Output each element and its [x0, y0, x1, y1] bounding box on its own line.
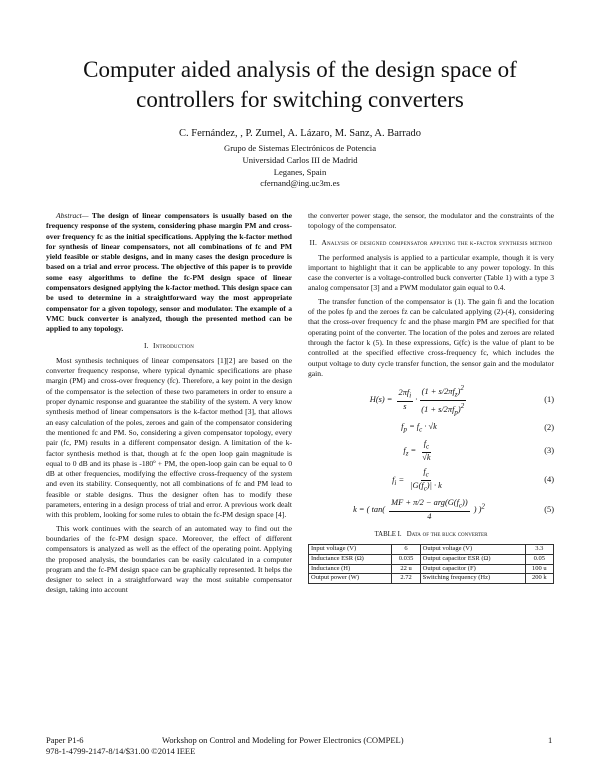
footer-venue: Workshop on Control and Modeling for Power Electronics (COMPEL) [162, 735, 404, 745]
equation-number: (2) [544, 423, 554, 433]
table-title: Data of the buck converter [406, 531, 488, 539]
section-heading-analysis [308, 238, 554, 248]
equation-4 [308, 467, 554, 494]
analysis-paragraph-1: The performed analysis is applied to a particular example, though it is very important to highlight that it can be applicable to any power topology. In this case the converter is a voltage-controlled buck converter (Table 1) with a type 3 analog compensator [3] and a PWM modulator gain equal to 0.4. [308, 252, 554, 293]
affiliation-email: cfernand@ing.uc3m.es [260, 178, 340, 189]
equation-number: (4) [544, 475, 554, 485]
affiliation-group: Grupo de Sistemas Electrónicos de Potencia [223, 143, 377, 153]
table-cell-value: 200 k [525, 574, 553, 584]
abstract [46, 211, 292, 335]
equation-body: $f_z$ = $\frac{f_c}{√k}$ [403, 438, 431, 462]
intro-paragraph-1: Most synthesis techniques of linear compensators [1][2] are based on the converter frequency response, where typical dynamic specifications are phase margin (PM) and cross-over frequency (fc). Therefore, a key point in the design of the compensator is the selection of these two parameters in order to ensure a proper dynamic response and guarantee the stability of the system. A very know synthesis method of linear compensators is the k-factor method [3], that allows an easy calculation of the poles, zeroes and gain of the compensator considering the mentioned fc and PM. So, considering a given compensator topology, every pair (fc, PM) results in a different compensator design. A limitation of the k-factor synthesis method is that, though at fc the open loop gain magnitude is equal to 0 dB and its phase is -180º + PM, the open-loop gain can be equal to 0 dB at other frequencies, modifying the effective cross-frequency of the system and even its stability. Consequently, not all combinations of fc and PM lead to feasible or stable designs. Thus the designer often has to modify these parameters, entering in a design process of trial and error. A previous work dealt with this problem, looking for some rules to obtain the fc-PM design space [4]. [46, 355, 292, 520]
author-list: C. Fernández, , P. Zumel, A. Lázaro, M. Sanz, A. Barrado [178, 128, 422, 139]
table-cell-value: 2.72 [392, 574, 420, 584]
right-column [308, 211, 554, 584]
section-title: Introduction [152, 340, 195, 350]
equation-body: k = ( tan( $\frac{MF + \pi/2 - arg(G(f_c))}{4}$ ) )$^2$ [353, 497, 485, 521]
table-cell-value: 0.05 [525, 555, 553, 565]
table-cell-value: 6 [392, 545, 420, 555]
paper-title: Computer aided analysis of the design space of controllers for switching converters [83, 57, 517, 112]
affiliation-university: Universidad Carlos III de Madrid [242, 154, 358, 165]
table-cell-label: Output power (W) [309, 574, 392, 584]
table-cell-label: Output capacitor ESR (Ω) [420, 555, 525, 565]
paper-id: Paper P1-6 [46, 735, 84, 745]
table-cell-value: 22 u [392, 564, 420, 574]
affiliation-location: Leganes, Spain [273, 166, 327, 177]
continued-paragraph: the converter power stage, the sensor, the modulator and the constraints of the topology of the compensator. [308, 211, 554, 231]
table-row [309, 555, 554, 565]
table-cell-value: 100 u [525, 564, 553, 574]
equation-3 [308, 439, 554, 463]
table-row [309, 574, 554, 584]
table-cell-label: Input voltage (V) [309, 545, 392, 555]
table-number: TABLE I. [374, 531, 402, 539]
section-heading-intro [46, 341, 292, 351]
page-number: 1 [548, 735, 553, 745]
equation-5 [308, 498, 554, 522]
section-number: II. [309, 237, 318, 247]
intro-paragraph-2: This work continues with the search of an automated way to find out the boundaries of the fc-PM design space. Moreover, the effect of different compensators is analyzed as well as the effect of the operating point. Applying the proposed analysis, the boundaries can be easily calculated in a computer program and the fc-PM design space can be graphically represented. It helps the designer to select in a straightforward way the most suitable compensator design, taking into account [46, 523, 292, 595]
table-cell-label: Inductance (H) [309, 564, 392, 574]
equation-body: $f_i$ = $\frac{f_c}{|G(f_c)| \cdot k}$ [392, 466, 442, 493]
equation-1 [308, 383, 554, 418]
table-cell-value: 0.035 [392, 555, 420, 565]
equation-2 [308, 422, 554, 435]
table-cell-label: Output voltage (V) [420, 545, 525, 555]
table-caption [308, 530, 554, 540]
table-cell-label: Output capacitor (F) [420, 564, 525, 574]
isbn: 978-1-4799-2147-8/14/$31.00 ©2014 IEEE [46, 746, 196, 756]
equation-body: H(s) = $\frac{2\pi f_i}{s}$ · $\frac{(1 + s/2\pi f_z)^2}{(1 + s/2\pi f_p)^2}$ [369, 384, 465, 417]
abstract-text: The design of linear compensators is usually based on the frequency response of the system, considering phase margin PM and cross-over frequency fc as the initial specifications. Applying the k-factor method for synthesis of linear compensators, not all combinations of fc and PM yield feasible or stable designs, and in many cases the design procedure is based on a trial and error process. The objective of this paper is to provide some easy algorithms to define the fc-PM design space of linear compensators designed applying the k-factor method. This design space can be used to determine in a straightforward way the most appropriate compensator for a given topology, sensor and modulator. The example of a VMC buck converter is analyzed, though the presented method can be applied to any topology. [46, 211, 292, 334]
table-cell-value: 3.3 [525, 545, 553, 555]
table-row [309, 564, 554, 574]
section-title: Analysis of designed compensator applying the k-factor synthesis method [321, 237, 553, 247]
affiliation-block [40, 143, 560, 190]
table-row [309, 545, 554, 555]
analysis-paragraph-2: The transfer function of the compensator is (1). The gain fi and the location of the poles fp and the zeroes fz can be calculated applying (2)-(4), considering that the cross-over frequency fc and the phase margin PM are specified for that operating point of the converter. The location of the poles and zeroes are related through the factor k (5). In these expressions, G(fc) is the value of plant to be controlled at the specified effective cross-frequency fc, which includes the output voltage to duty cycle transfer function, the sensor gain and the modulator gain. [308, 296, 554, 378]
equation-number: (5) [544, 504, 554, 514]
section-number: I. [143, 340, 149, 350]
left-column [46, 211, 292, 599]
table-cell-label: Switching frequency (Hz) [420, 574, 525, 584]
table-cell-label: Inductance ESR (Ω) [309, 555, 392, 565]
converter-data-table [308, 544, 554, 583]
equation-body: $f_p = f_c \cdot √k$ [401, 421, 437, 434]
abstract-label: Abstract— [56, 211, 89, 220]
equation-number: (1) [544, 395, 554, 405]
equation-number: (3) [544, 445, 554, 455]
